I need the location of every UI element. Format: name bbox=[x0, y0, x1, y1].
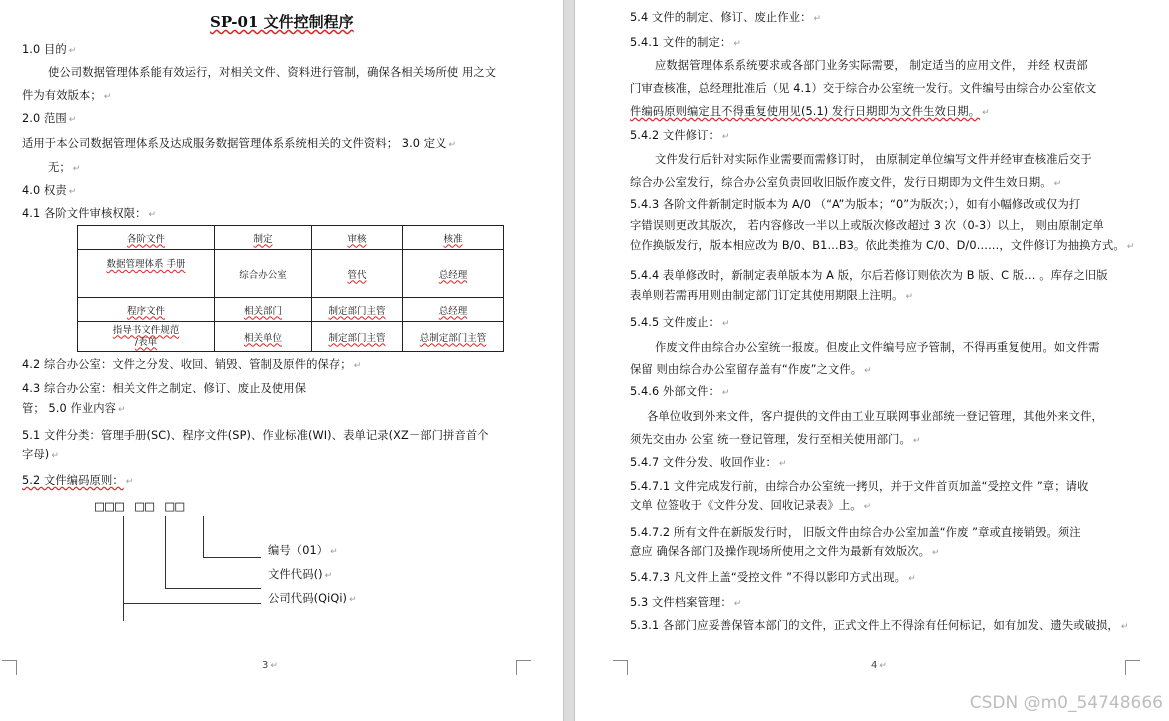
section-1-heading: 1.0 目的 ↵ bbox=[22, 43, 77, 56]
body-line: 5.4.7.2 所有文件在新版发行时， 旧版文件由综合办公室加盖“作废 ”章或直接销毁。须注 bbox=[630, 526, 1081, 539]
section-2-text-line1: 适用于本公司数据管理体系及达成服务数据管理体系系统相关的文件资料； 3.0 定义 ↵ bbox=[22, 137, 457, 150]
body-line: 意应 确保各部门及操作现场所使用之文件为最新有效版次。 ↵ bbox=[630, 545, 940, 558]
table-cell: 总经理 bbox=[403, 250, 504, 298]
code-format-boxes: □□□ □□ □□ bbox=[95, 497, 186, 515]
section-1-text-line2: 件为有效版本； ↵ bbox=[22, 89, 112, 102]
section-4-3-line1: 4.3 综合办公室：相关文件之制定、修订、废止及使用保 bbox=[22, 382, 307, 395]
table-cell: 数据管理体系 手册 bbox=[78, 250, 215, 298]
body-line: 须先交由办 公室 统一登记管理，发行至相关使用部门。 ↵ bbox=[630, 433, 921, 446]
table-cell: 相关部门 bbox=[215, 298, 312, 322]
table-cell: 相关单位 bbox=[215, 322, 312, 352]
body-line: 文单 位签收于《文件分发、回收记录表》上。 ↵ bbox=[630, 499, 872, 512]
table-header-row bbox=[78, 226, 504, 250]
section-5-4-7-heading: 5.4.7 文件分发、收回作业： ↵ bbox=[630, 456, 787, 469]
table-cell: 管代 bbox=[312, 250, 403, 298]
page-number: 4 ↵ bbox=[871, 660, 887, 671]
document-title: SP-01 文件控制程序 bbox=[210, 13, 354, 31]
body-line: 应数据管理体系系统要求或各部门业务实际需要， 制定适当的应用文件， 并经 权责部 bbox=[655, 59, 1088, 72]
section-5-1-line2: 字母) ↵ bbox=[22, 448, 59, 461]
body-line: 综合办公室发行，综合办公室负责回收旧版作废文件，发行日期即为文件生效日期。 ↵ bbox=[630, 176, 1062, 189]
table-cell: 程序文件 bbox=[78, 298, 215, 322]
table-cell: 指导书文件规范 /表单 bbox=[78, 322, 215, 352]
section-2-text-line2: 无； ↵ bbox=[48, 161, 81, 174]
section-5-2-heading: 5.2 文件编码原则： ↵ bbox=[22, 474, 134, 487]
page-corner-mark bbox=[516, 660, 531, 675]
section-5-3-heading: 5.3 文件档案管理： ↵ bbox=[630, 596, 742, 609]
table-cell: 制定部门主管 bbox=[312, 298, 403, 322]
page-corner-mark bbox=[2, 660, 17, 675]
section-5-4-6-heading: 5.4.6 外部文件： ↵ bbox=[630, 385, 730, 398]
code-label-company: 公司代码(QiQi) ↵ bbox=[268, 592, 357, 605]
body-line: 文件发行后针对实际作业需要而需修订时， 由原制定单位编写文件并经审查核准后交于 bbox=[655, 153, 1092, 166]
table-row bbox=[78, 298, 504, 322]
body-line: 字错误则更改其版次， 若内容修改一半以上或版次修改超过 3 次（0-3）以上， 则由原制定单 bbox=[630, 219, 1104, 232]
section-4-3-line2: 管； 5.0 作业内容 ↵ bbox=[22, 402, 126, 415]
document-page-left[interactable] bbox=[0, 0, 563, 721]
section-4-heading: 4.0 权责 ↵ bbox=[22, 184, 77, 197]
body-line: 5.4.4 表单修改时，新制定表单版本为 A 版，尔后若修订则依次为 B 版、C 版… 。库存之旧版 bbox=[630, 269, 1108, 282]
body-line: 5.4.7.3 凡文件上盖“受控文件 ”不得以影印方式出现。 ↵ bbox=[630, 571, 916, 584]
table-cell: 综合办公室 bbox=[215, 250, 312, 298]
body-line: 件编码原则编定且不得重复使用见(5.1) 发行日期即为文件生效日期。 ↵ bbox=[630, 105, 990, 118]
code-label-number: 编号（01） ↵ bbox=[268, 544, 338, 557]
code-connector-line bbox=[165, 516, 166, 589]
section-5-4-1-heading: 5.4.1 文件的制定： ↵ bbox=[630, 36, 741, 49]
code-connector-line bbox=[123, 516, 124, 621]
body-line: 5.4.7.1 文件完成发行前，由综合办公室统一拷贝，并于文件首页加盖“受控文件 ”章；请收 bbox=[630, 480, 1089, 493]
code-label-doc: 文件代码() ↵ bbox=[268, 568, 333, 581]
section-5-4-2-heading: 5.4.2 文件修订： ↵ bbox=[630, 129, 730, 142]
section-4-1-heading: 4.1 各阶文件审核权限： ↵ bbox=[22, 207, 157, 220]
section-5-4-5-heading: 5.4.5 文件废止： ↵ bbox=[630, 316, 730, 329]
body-line: 位作换版发行，版本相应改为 B/0、B1…B3。依此类推为 C/0、D/0……，文件修订为抽换方式。 ↵ bbox=[630, 239, 1135, 252]
section-5-4-heading: 5.4 文件的制定、修订、废止作业： ↵ bbox=[630, 11, 822, 24]
table-header-cell: 审核 bbox=[312, 226, 403, 250]
csdn-watermark: CSDN @m0_54748666 bbox=[969, 693, 1163, 713]
table-row bbox=[78, 322, 504, 352]
body-line: 5.4.3 各阶文件新制定时版本为 A/0 （“A”为版本；“0”为版次；），如有小幅修改或仅为打 bbox=[630, 198, 1081, 211]
section-5-1-line1: 5.1 文件分类：管理手册(SC)、程序文件(SP)、作业标准(WI)、表单记录(XZ－部门拼音首个 bbox=[22, 429, 489, 442]
body-line: 作废文件由综合办公室统一报废。但废止文件编号应予管制，不得再重复使用。如文件需 bbox=[655, 341, 1100, 354]
body-line: 5.3.1 各部门应妥善保管本部门的文件，正式文件上不得涂有任何标记，如有加发、遗失或破损， ↵ bbox=[630, 619, 1129, 632]
approval-authority-table bbox=[77, 225, 504, 352]
body-line: 门审查核准，总经理批准后（见 4.1）交于综合办公室统一发行。文件编号由综合办公室依文 bbox=[630, 82, 1097, 95]
code-connector-line bbox=[203, 557, 261, 558]
body-line: 各单位收到外来文件，客户提供的文件由工业互联网事业部统一登记管理，其他外来文件， bbox=[647, 410, 1103, 423]
page-number: 3 ↵ bbox=[262, 660, 278, 671]
table-cell: 总制定部门主管 bbox=[403, 322, 504, 352]
body-line: 保留 则由综合办公室留存盖有“作废”之文件。 ↵ bbox=[630, 363, 872, 376]
table-header-cell: 制定 bbox=[215, 226, 312, 250]
page-corner-mark bbox=[613, 660, 628, 675]
table-cell: 总经理 bbox=[403, 298, 504, 322]
code-connector-line bbox=[165, 588, 261, 589]
section-4-2-text: 4.2 综合办公室：文件之分发、收回、销毁、管制及原件的保存； ↵ bbox=[22, 358, 362, 371]
table-cell: 制定部门主管 bbox=[312, 322, 403, 352]
table-header-cell: 核准 bbox=[403, 226, 504, 250]
page-corner-mark bbox=[1125, 660, 1140, 675]
body-line: 表单则若需再用则由制定部门订定其使用期限上注明。 ↵ bbox=[630, 289, 914, 302]
table-header-cell: 各阶文件 bbox=[78, 226, 215, 250]
section-2-heading: 2.0 范围 ↵ bbox=[22, 112, 77, 125]
table-row bbox=[78, 250, 504, 298]
document-page-right[interactable] bbox=[575, 0, 1169, 721]
section-1-text-line1: 使公司数据管理体系能有效运行，对相关文件、资料进行管制，确保各相关场所使 用之文 bbox=[48, 66, 497, 79]
page-gap-divider bbox=[563, 0, 575, 721]
code-connector-line bbox=[203, 516, 204, 558]
code-connector-line bbox=[123, 603, 261, 604]
